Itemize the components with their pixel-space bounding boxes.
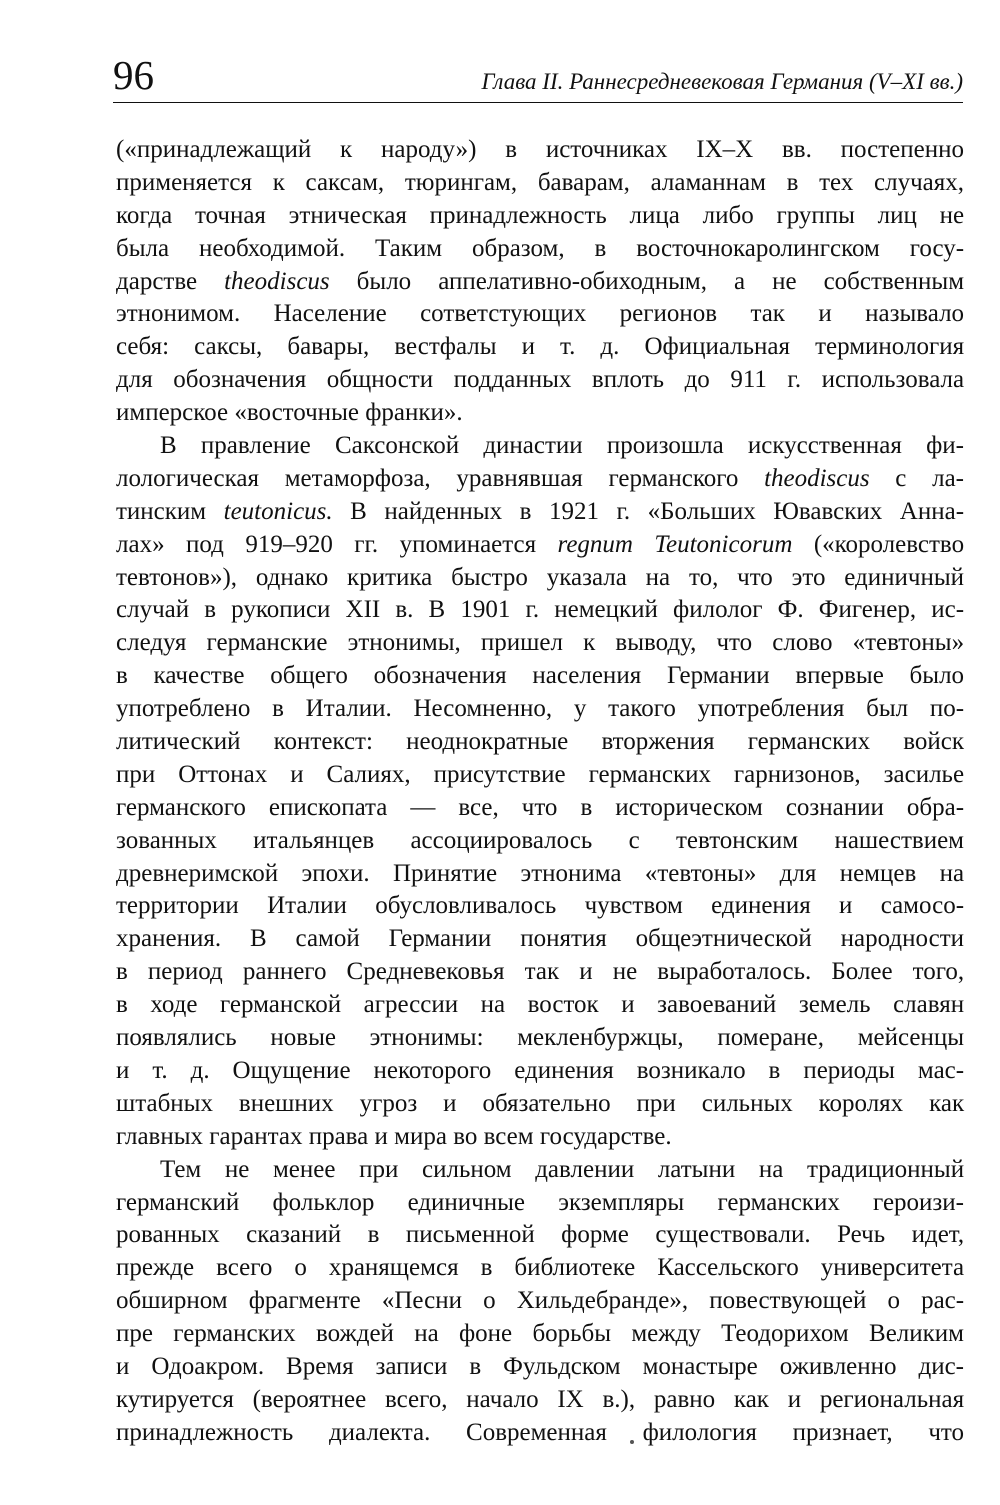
text-line: территории Италии обусловливалось чувством единения и самосо- xyxy=(116,892,965,920)
chapter-title: Глава II. Раннесредневековая Германия (V–XI вв.) xyxy=(481,69,963,94)
text-line: хранения. В самой Германии понятия общеэтнической народности xyxy=(116,925,965,953)
text-line: этнонимом. Население сответстующих регионов так и называло xyxy=(116,300,965,328)
text-line: для обозначения общности подданных вплоть до 911 г. использовала xyxy=(116,366,965,394)
text-line: в ходе германской агрессии на восток и завоеваний земель славян xyxy=(116,991,965,1019)
body-text xyxy=(116,134,964,1450)
text-line: лах» под 919–920 гг. упоминается regnum Teutonicorum («королевство xyxy=(116,530,965,558)
text-line: следуя германские этнонимы, пришел к выводу, что слово «тевтоны» xyxy=(116,629,965,657)
print-speck xyxy=(630,1440,634,1444)
text-line: литический контекст: неоднократные вторжения германских войск xyxy=(116,728,965,756)
page-number: 96 xyxy=(113,52,154,98)
text-line: пре германских вождей на фоне борьбы между Теодорихом Великим xyxy=(116,1320,965,1348)
text-line: когда точная этническая принадлежность лица либо группы лиц не xyxy=(116,201,965,229)
text-line: имперское «восточные франки». xyxy=(116,399,463,427)
text-line: и т. д. Ощущение некоторого единения возникало в периоды мас- xyxy=(116,1056,965,1084)
text-line: употреблено в Италии. Несомненно, у такого употребления был по- xyxy=(116,695,965,723)
text-line: германский фольклор единичные экземпляры германских героизи- xyxy=(116,1188,965,1216)
text-line: главных гарантах права и мира во всем государстве. xyxy=(116,1122,672,1150)
text-line: принадлежность диалекта. Современная филология признает, что xyxy=(116,1418,965,1446)
text-line: («принадлежащий к народу») в источниках IX–X вв. постепенно xyxy=(116,136,964,163)
text-line: появлялись новые этнонимы: мекленбуржцы, померане, мейсенцы xyxy=(116,1024,965,1052)
text-line: древнеримской эпохи. Принятие этнонима «тевтоны» для немцев на xyxy=(116,859,965,887)
text-line: лологическая метаморфоза, уравнявшая германского theodiscus с ла- xyxy=(116,464,964,492)
text-line: рованных сказаний в письменной форме существовали. Речь идет, xyxy=(116,1221,965,1249)
text-line: тевтонов»), однако критика быстро указала на то, что это единичный xyxy=(116,563,965,591)
text-line: обширном фрагменте «Песни о Хильдебранде», повествующей о рас- xyxy=(116,1287,965,1315)
text-line: прежде всего о хранящемся в библиотеке Кассельского университета xyxy=(116,1254,965,1282)
running-head xyxy=(113,52,963,103)
text-line: кутируется (вероятнее всего, начало IX в.), равно как и региональная xyxy=(116,1385,965,1413)
text-line: германского епископата — все, что в историческом сознании обра- xyxy=(116,793,965,821)
text-line: случай в рукописи XII в. В 1901 г. немецкий филолог Ф. Фигенер, ис- xyxy=(116,596,965,624)
text-line: штабных внешних угроз и обязательно при сильных королях как xyxy=(116,1089,965,1117)
text-line: Тем не менее при сильном давлении латыни на традиционный xyxy=(160,1155,965,1183)
text-line: В правление Саксонской династии произошла искусственная фи- xyxy=(160,432,964,460)
text-line: дарстве theodiscus было аппелативно-обиходным, а не собственным xyxy=(116,267,965,295)
text-line: была необходимой. Таким образом, в восточнокаролингском госу- xyxy=(116,234,965,262)
text-line: при Оттонах и Салиях, присутствие германских гарнизонов, засилье xyxy=(116,760,965,788)
text-line: в период раннего Средневековья так и не выработалось. Более того, xyxy=(116,958,965,986)
text-line: в качестве общего обозначения населения Германии впервые было xyxy=(116,662,965,690)
text-line: зованных итальянцев ассоциировалось с тевтонским нашествием xyxy=(116,826,965,854)
text-line: применяется к саксам, тюрингам, баварам, аламаннам в тех случаях, xyxy=(116,168,965,196)
text-line: тинским teutonicus. В найденных в 1921 г. «Больших Ювавских Анна- xyxy=(116,497,965,525)
text-line: и Одоакром. Время записи в Фульдском монастыре оживленно дис- xyxy=(116,1352,964,1380)
text-line: себя: саксы, бавары, вестфалы и т. д. Официальная терминология xyxy=(116,333,965,361)
